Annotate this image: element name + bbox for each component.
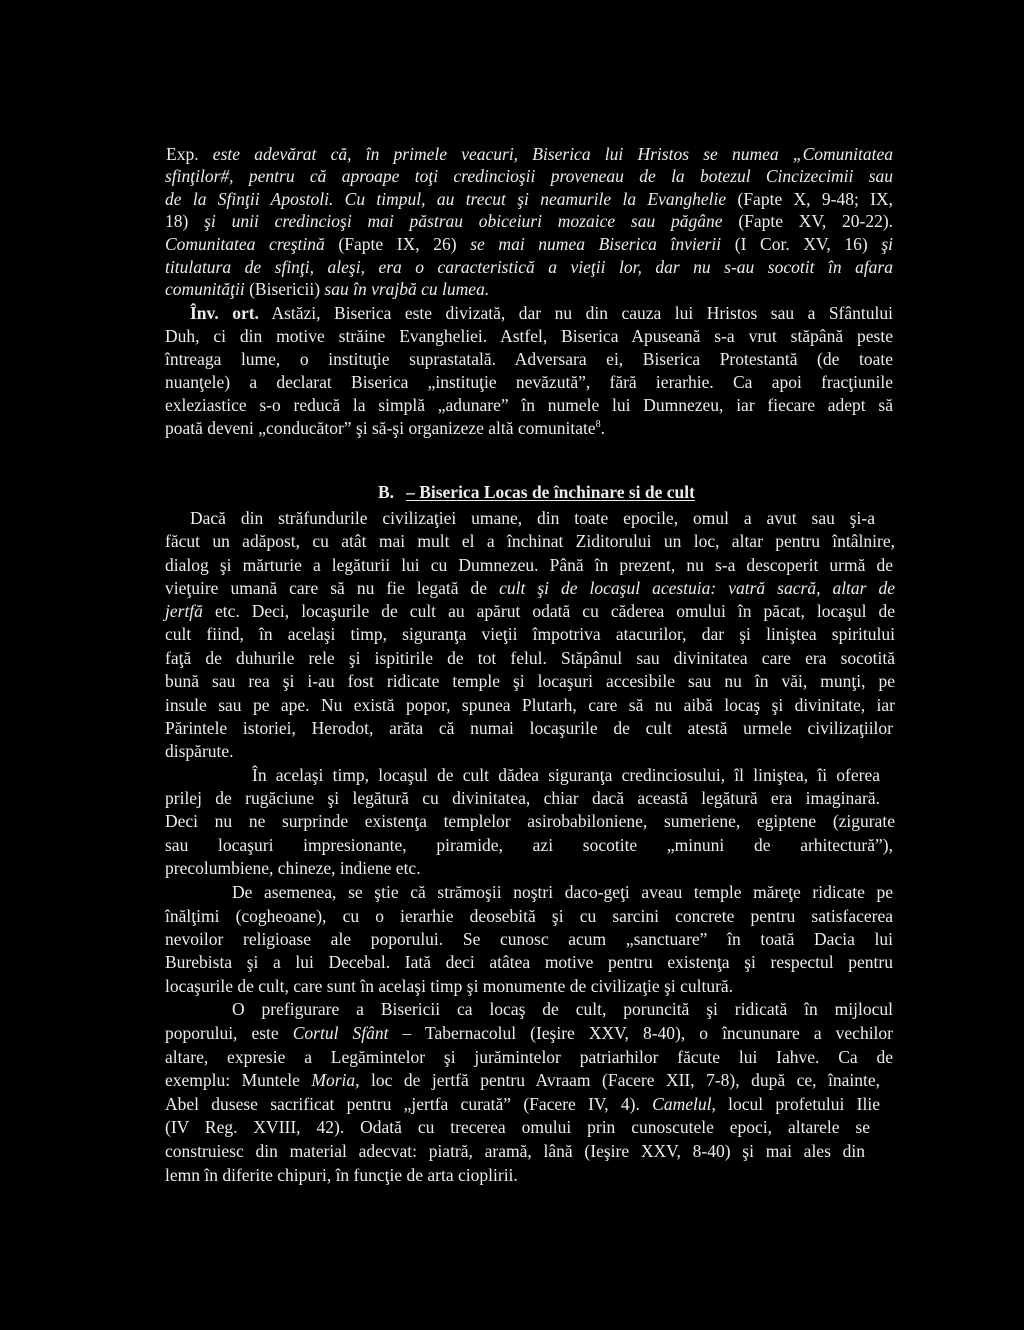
citation: (Bisericii): [249, 279, 321, 299]
text-line: [165, 1116, 870, 1139]
body-text: construiesc din material adecvat: piatră, aramă, lână (Ieşire XXV, 8-40) şi mai ales din: [165, 1141, 865, 1161]
text-line: [165, 834, 893, 857]
italic-text: Camelul: [652, 1094, 712, 1114]
text-line: [165, 670, 895, 693]
section-title: – Biserica Locas de închinare si de cult: [406, 482, 695, 502]
text-line: [165, 278, 893, 301]
body-text: sau locaşuri impresionante, piramide, azi socotite „minuni de arhitectură”),: [165, 835, 893, 855]
body-text: prilej de rugăciune şi legătură cu divinitatea, chiar dacă această legătură era imaginară.: [165, 788, 880, 808]
text-line: [232, 881, 893, 904]
text-line: [165, 951, 893, 974]
citation: (Fapte X, 9-48; IX,: [737, 189, 894, 209]
body-text: insule sau pe ape. Nu există popor, spunea Plutarh, care să nu aibă locaş şi divinitate, iar: [165, 695, 895, 715]
body-text: dispărute.: [165, 741, 234, 761]
text-line: [165, 554, 893, 577]
text-line: [190, 507, 875, 530]
body-text: (IV Reg. XVIII, 42). Odată cu trecerea omului prin cunoscutele epoci, altarele se: [165, 1117, 870, 1137]
citation: 18): [165, 211, 189, 231]
body-text: Duh, ci din motive străine Evangheliei. Astfel, Biserica Apuseană s-a vrut stăpână peste: [165, 326, 893, 346]
text-line: [165, 1140, 865, 1163]
body-text: , loc de jertfă pentru Avraam (Facere XII, 7-8), după ce, înainte,: [355, 1070, 880, 1090]
citation: (I Cor. XV, 16): [734, 234, 868, 254]
text-line: [165, 530, 895, 553]
body-text: Deci nu ne surprinde existenţa templelor asirobabiloniene, sumeriene, egiptene (zigurate: [165, 811, 895, 831]
text-line: [165, 905, 893, 928]
italic-text: Comunitatea creştină: [165, 234, 325, 254]
text-line: [232, 998, 893, 1021]
italic-text: titulatura de sfinţi, aleşi, era o caracteristică a vieţii lor, dar nu s-au socotit în afara: [165, 257, 893, 277]
italic-text: comunităţii: [165, 279, 245, 299]
text-line: [190, 302, 893, 325]
text-line: [165, 371, 893, 394]
body-text: Dacă din străfundurile civilizaţiei umane, din toate epocile, omul a avut sau şi-a: [190, 508, 875, 528]
citation: (Fapte XV, 20-22).: [738, 211, 894, 231]
text-line: [165, 787, 880, 810]
text-line: [165, 165, 893, 188]
body-text: etc. Deci, locaşurile de cult au apărut odată cu căderea omului în păcat, locaşul de: [214, 601, 895, 621]
italic-text: şi: [881, 234, 894, 254]
text-line: [165, 577, 895, 600]
body-text: poporului, este: [165, 1023, 279, 1043]
text-line: [165, 394, 893, 417]
body-text: – Tabernacolul (Ieşire XXV, 8-40), o încununare a vechilor: [402, 1023, 894, 1043]
italic-text: Cortul Sfânt: [292, 1023, 389, 1043]
body-text: locaşurile de cult, care sunt în acelaşi timp şi monumente de civilizaţie şi cultură.: [165, 976, 734, 996]
italic-text: Moria: [311, 1070, 356, 1090]
text-line: [165, 975, 893, 998]
body-text: faţă de duhurile rele şi ispitirile de tot felul. Stăpânul sau divinitatea care era socotită: [165, 648, 895, 668]
text-line: [165, 810, 895, 833]
text-line: [165, 857, 893, 880]
body-text: O prefigurare a Bisericii ca locaş de cult, poruncită şi ridicată în mijlocul: [232, 999, 893, 1019]
body-text: vieţuire umană care să nu fie legată de: [165, 578, 488, 598]
text-line: [165, 1093, 880, 1116]
section-heading: [378, 481, 778, 504]
exp-label: Exp.: [166, 144, 199, 164]
italic-text: sau în vrajbă cu lumea.: [324, 279, 490, 299]
body-text: întreaga lume, o instituţie suprastatală. Adversara ei, Biserica Protestantă (de toate: [165, 349, 893, 369]
italic-text: este adevărat că, în primele veacuri, Biserica lui Hristos se numea „Comunitatea: [212, 144, 894, 164]
text-line: [252, 764, 880, 787]
italic-text: jertfă: [165, 601, 203, 621]
text-line: [165, 348, 893, 371]
footnote-ref: 8: [595, 419, 601, 430]
body-text: Astăzi, Biserica este divizată, dar nu din cauza lui Hristos sau a Sfântului: [271, 303, 893, 323]
citation: (Fapte IX, 26): [338, 234, 457, 254]
italic-text: de la Sfinţii Apostoli. Cu timpul, au trecut şi neamurile la Evanghelie: [165, 189, 727, 209]
body-text: bună sau rea şi i-au fost ridicate temple şi locaşuri accesibile sau nu în văi, munţi, pe: [165, 671, 895, 691]
body-text: Părintele istoriei, Herodot, arăta că numai locaşurile de cult atestă urmele civilizaţiilor: [165, 718, 893, 738]
text-line: [166, 143, 893, 166]
text-line: [165, 1164, 865, 1187]
body-text: dialog şi mărturie a legăturii lui cu Dumnezeu. Până în prezent, nu s-a descoperit urmă de: [165, 555, 893, 575]
text-line: [165, 600, 895, 623]
italic-text: se mai numea Biserica învierii: [470, 234, 722, 254]
body-text: În acelaşi timp, locaşul de cult dădea siguranţa credinciosului, îl liniştea, îi oferea: [252, 765, 880, 785]
body-text: , locul profetului Ilie: [711, 1094, 881, 1114]
body-text: De asemenea, se ştie că strămoşii noştri daco-geţi aveau temple măreţe ridicate pe: [232, 882, 893, 902]
italic-text: cult şi de locaşul acestuia: vatră sacră, altar de: [499, 578, 896, 598]
text-line: [165, 740, 893, 763]
text-line: [165, 928, 893, 951]
text-line: [165, 188, 893, 211]
body-text: cult fiind, în acelaşi timp, siguranţa vieţii împotriva atacurilor, dar şi liniştea spiritului: [165, 624, 895, 644]
body-text: nuanţele) a declarat Biserica „instituţie nevăzută”, fără ierarhie. Ca apoi fracţiunile: [165, 372, 893, 392]
text-line: [165, 1069, 880, 1092]
body-text: înălţimi (cogheoane), cu o ierarhie deosebită şi cu sarcini concrete pentru satisfacerea: [165, 906, 893, 926]
text-line: [165, 694, 895, 717]
text-line: [165, 647, 895, 670]
body-text: Burebista şi a lui Decebal. Iată deci atâtea motive pentru existenţa şi respectul pentru: [165, 952, 893, 972]
section-letter: B.: [378, 482, 395, 502]
body-text: exemplu: Muntele: [165, 1070, 300, 1090]
body-text: .: [600, 418, 606, 438]
text-line: [165, 210, 893, 233]
italic-text: sfinţilor#, pentru că aproape toţi credincioşii proveneau de la botezul Cincizecimii sau: [165, 166, 893, 186]
body-text: lemn în diferite chipuri, în funcţie de arta cioplirii.: [165, 1165, 518, 1185]
body-text: exleziastice s-o reducă la simplă „adunare” în numele lui Dumnezeu, iar fiecare adept să: [165, 395, 893, 415]
inv-ort-label: Înv. ort.: [190, 303, 259, 323]
body-text: altare, expresie a Legămintelor şi jurămintelor patriarhilor făcute lui Iahve. Ca de: [165, 1047, 893, 1067]
text-line: [165, 717, 893, 740]
body-text: nevoilor religioase ale poporului. Se cunosc acum „sanctuare” în toată Dacia lui: [165, 929, 893, 949]
italic-text: şi unii credincioşi mai păstrau obiceiuri mozaice sau păgâne: [204, 211, 723, 231]
body-text: făcut un adăpost, cu atât mai mult el a închinat Ziditorului un loc, altar pentru întâlnire,: [165, 531, 895, 551]
text-line: [165, 1022, 893, 1045]
text-line: [165, 417, 893, 440]
body-text: poată deveni „conducător” şi să-şi organizeze altă comunitate: [165, 418, 596, 438]
text-line: [165, 623, 895, 646]
text-line: [165, 1046, 893, 1069]
text-line: [165, 325, 893, 348]
text-line: [165, 233, 893, 256]
text-line: [165, 256, 893, 279]
body-text: precolumbiene, chineze, indiene etc.: [165, 858, 421, 878]
body-text: Abel dusese sacrificat pentru „jertfa curată” (Facere IV, 4).: [165, 1094, 640, 1114]
